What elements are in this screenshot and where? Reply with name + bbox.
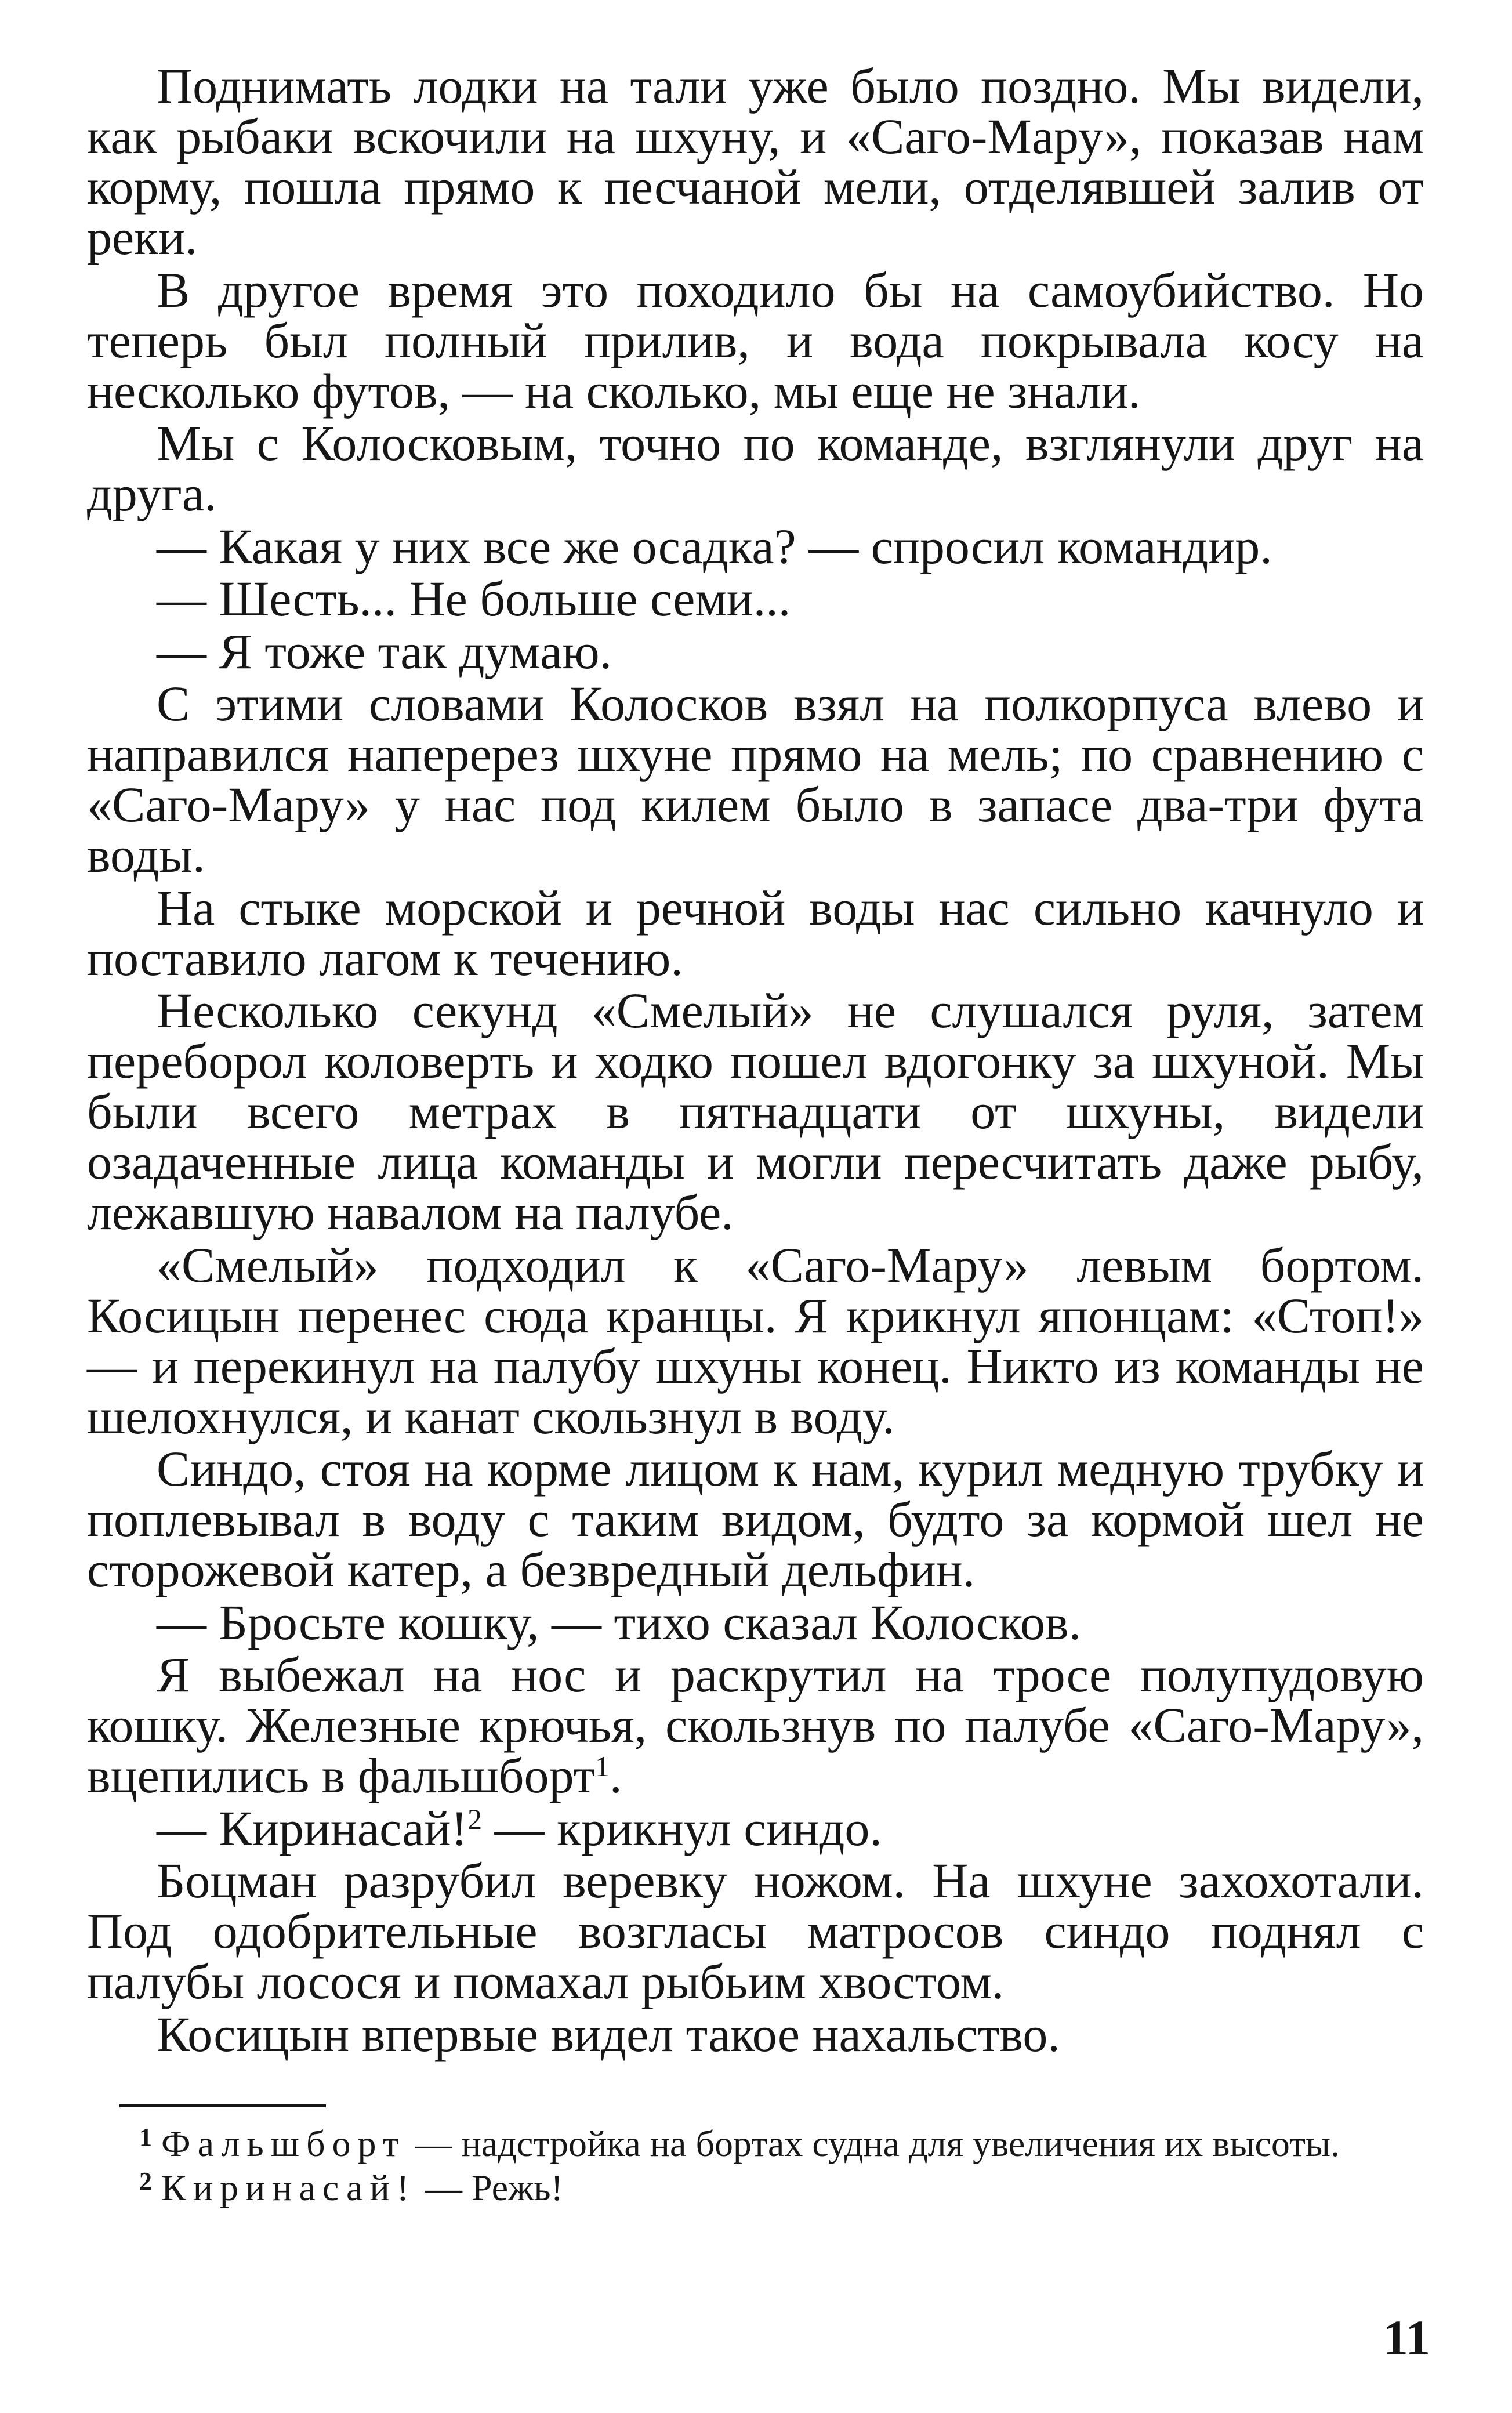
paragraph-15: Боцман разрубил веревку ножом. На шхуне захохотали. Под одобрительные возгласы матросов синдо поднял с палубы лосося и помахал рыбьим хвостом. [87,1853,1424,2009]
footnote-1 [87,2123,1424,2165]
paragraph-10: «Смелый» подходил к «Саго-Мару» левым бортом. Косицын перенес сюда кранцы. Я крикнул японцам: «Стоп!» — и перекинул на палубу шхуны конец. Никто из команды не шелохнулся, и канат скользнул в воду. [87,1237,1424,1444]
footnote-2-text: — Режь! [416,2167,563,2208]
paragraph-14-text: — Киринасай! [157,1800,468,1856]
footnote-1-text: — надстройка на бортах судна для увеличения их высоты. [405,2123,1340,2164]
footnote-1-term: Фальшборт [161,2123,406,2164]
footnote-2-term: Киринасай! [161,2167,416,2208]
paragraph-13: Я выбежал на нос и раскрутил на тросе полупудовую кошку. Железные крючья, скользнув по палубе «Саго-Мару», вцепились в фальшборт$^1$. [87,1647,1424,1803]
paragraph-8: На стыке морской и речной воды нас сильно качнуло и поставило лагом к течению. [87,879,1424,986]
paragraph-4: — Какая у них все же осадка? — спросил командир. [157,518,1272,574]
paragraph-7: С этими словами Колосков взял на полкорпуса влево и направился наперерез шхуне прямо на мель; по сравнению с «Саго-Мару» у нас под килем было в запасе два-три фута воды. [87,676,1424,883]
footnote-ref-2[interactable]: 2 [467,1802,483,1835]
paragraph-6: — Я тоже так думаю. [157,623,612,679]
page-number: 11 [1383,2310,1431,2365]
footnote-1-mark: 1 [139,2123,152,2151]
paragraph-16: Косицын впервые видел такое нахальство. [157,2006,1060,2062]
footnote-ref-1[interactable]: 1 [595,1750,610,1782]
footnote-divider [119,2104,326,2107]
paragraph-13-text: Я выбежал на нос и раскрутил на тросе полупудовую кошку. Железные крючья, скользнув по палубе «Саго-Мару», вцепились в фальшборт [87,1647,1424,1803]
paragraph-2: В другое время это походило бы на самоубийство. Но теперь был полный прилив, и вода покрывала косу на несколько футов, — на сколько, мы еще не знали. [87,262,1424,419]
paragraph-11: Синдо, стоя на корме лицом к нам, курил медную трубку и поплевывал в воду с таким видом, будто за кормой шел не сторожевой катер, а безвредный дельфин. [87,1441,1424,1597]
paragraph-14 [87,1800,1424,1856]
footnote-2 [87,2167,1424,2209]
paragraph-1: Поднимать лодки на тали уже было поздно. Мы видели, как рыбаки вскочили на шхуну, и «Саго-Мару», показав нам корму, пошла прямо к песчаной мели, отделявшей залив от реки. [87,58,1424,265]
footnotes [87,2123,1424,2211]
paragraph-14-tail: — крикнул синдо. [494,1800,882,1856]
paragraph-5: — Шесть... Не больше семи... [157,571,791,626]
paragraph-3: Мы с Колосковым, точно по команде, взглянули друг на друга. [87,415,1424,521]
paragraph-12: — Бросьте кошку, — тихо сказал Колосков. [157,1594,1082,1650]
body-text [87,58,1424,2062]
paragraph-9: Несколько секунд «Смелый» не слушался руля, затем переборол коловерть и ходко пошел вдогонку за шхуной. Мы были всего метрах в пятнадцати от шхуны, видели озадаченные лица команды и могли пересчитать даже рыбу, лежавшую навалом на палубе. [87,983,1424,1240]
footnote-2-mark: 2 [139,2167,152,2195]
